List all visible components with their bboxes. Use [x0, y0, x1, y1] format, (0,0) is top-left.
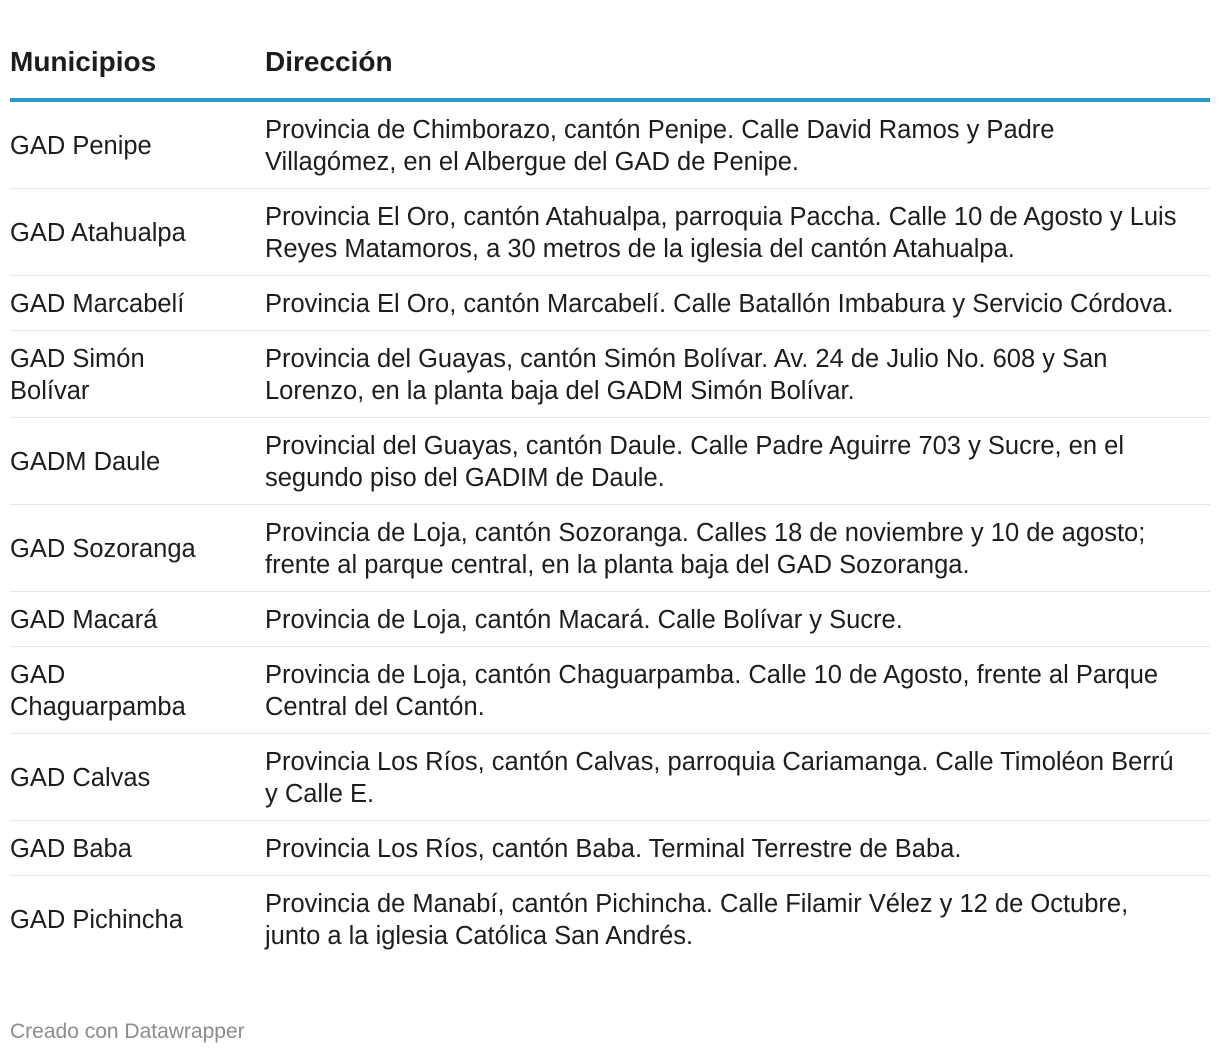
header-row: [10, 40, 1210, 100]
column-header-municipios[interactable]: Municipios: [10, 40, 265, 100]
direccion-cell: Provincia de Manabí, cantón Pichincha. Calle Filamir Vélez y 12 de Octubre, junto a la iglesia Católica San Andrés.: [265, 890, 1129, 950]
municipio-cell: GAD Chaguarpamba: [10, 647, 265, 734]
table-row: [10, 734, 1210, 821]
table-row: [10, 647, 1210, 734]
municipio-cell: GAD Calvas: [10, 734, 265, 821]
data-table-container: [10, 40, 1210, 962]
direccion-cell: Provincia Los Ríos, cantón Baba. Terminal Terrestre de Baba.: [265, 821, 1210, 876]
direccion-cell: Provincia de Loja, cantón Chaguarpamba. Calle 10 de Agosto, frente al Parque Central del Cantón.: [265, 647, 1210, 734]
table-row: [10, 821, 1210, 876]
direccion-cell: Provincia de Loja, cantón Sozoranga. Calles 18 de noviembre y 10 de agosto; frente al parque central, en la planta baja del GAD Sozoranga.: [265, 505, 1210, 592]
datawrapper-credit[interactable]: Creado con Datawrapper: [10, 1020, 245, 1043]
direccion-cell: Provincia de Loja, cantón Macará. Calle Bolívar y Sucre.: [265, 592, 1210, 647]
municipio-cell: GAD Macará: [10, 592, 265, 647]
municipio-cell: GAD Marcabelí: [10, 276, 265, 331]
table-row: [10, 189, 1210, 276]
table-row: [10, 100, 1210, 189]
table-body: [10, 100, 1210, 962]
direccion-cell: Provincia El Oro, cantón Marcabelí. Calle Batallón Imbabura y Servicio Córdova.: [265, 276, 1210, 331]
direccion-cell: Provincia de Chimborazo, cantón Penipe. Calle David Ramos y Padre Villagómez, en el Albergue del GAD de Penipe.: [265, 100, 1210, 189]
table-header: [10, 40, 1210, 100]
municipio-cell: GAD Baba: [10, 821, 265, 876]
direccion-cell: Provincia Los Ríos, cantón Calvas, parroquia Cariamanga. Calle Timoléon Berrú y Calle E.: [265, 734, 1210, 821]
table-row: [10, 592, 1210, 647]
municipio-cell: GAD Simón Bolívar: [10, 331, 265, 418]
table-row: [10, 505, 1210, 592]
table-row: [10, 276, 1210, 331]
table-row: [10, 331, 1210, 418]
direccion-cell: Provincia del Guayas, cantón Simón Bolívar. Av. 24 de Julio No. 608 y San Lorenzo, en la planta baja del GADM Simón Bolívar.: [265, 331, 1210, 418]
municipio-cell: GADM Daule: [10, 418, 265, 505]
table-row: [10, 418, 1210, 505]
column-header-direccion[interactable]: Dirección: [265, 40, 1210, 100]
direccion-cell: Provincial del Guayas, cantón Daule. Calle Padre Aguirre 703 y Sucre, en el segundo piso del GADIM de Daule.: [265, 418, 1210, 505]
municipio-cell: GAD Pichincha: [10, 906, 183, 934]
municipio-cell: GAD Atahualpa: [10, 189, 265, 276]
direccion-cell: Provincia El Oro, cantón Atahualpa, parroquia Paccha. Calle 10 de Agosto y Luis Reyes Matamoros, a 30 metros de la iglesia del cantón Atahualpa.: [265, 189, 1210, 276]
municipios-table: [10, 40, 1210, 962]
table-row: [10, 876, 1210, 963]
municipio-cell: GAD Penipe: [10, 100, 265, 189]
municipio-cell: GAD Sozoranga: [10, 505, 265, 592]
